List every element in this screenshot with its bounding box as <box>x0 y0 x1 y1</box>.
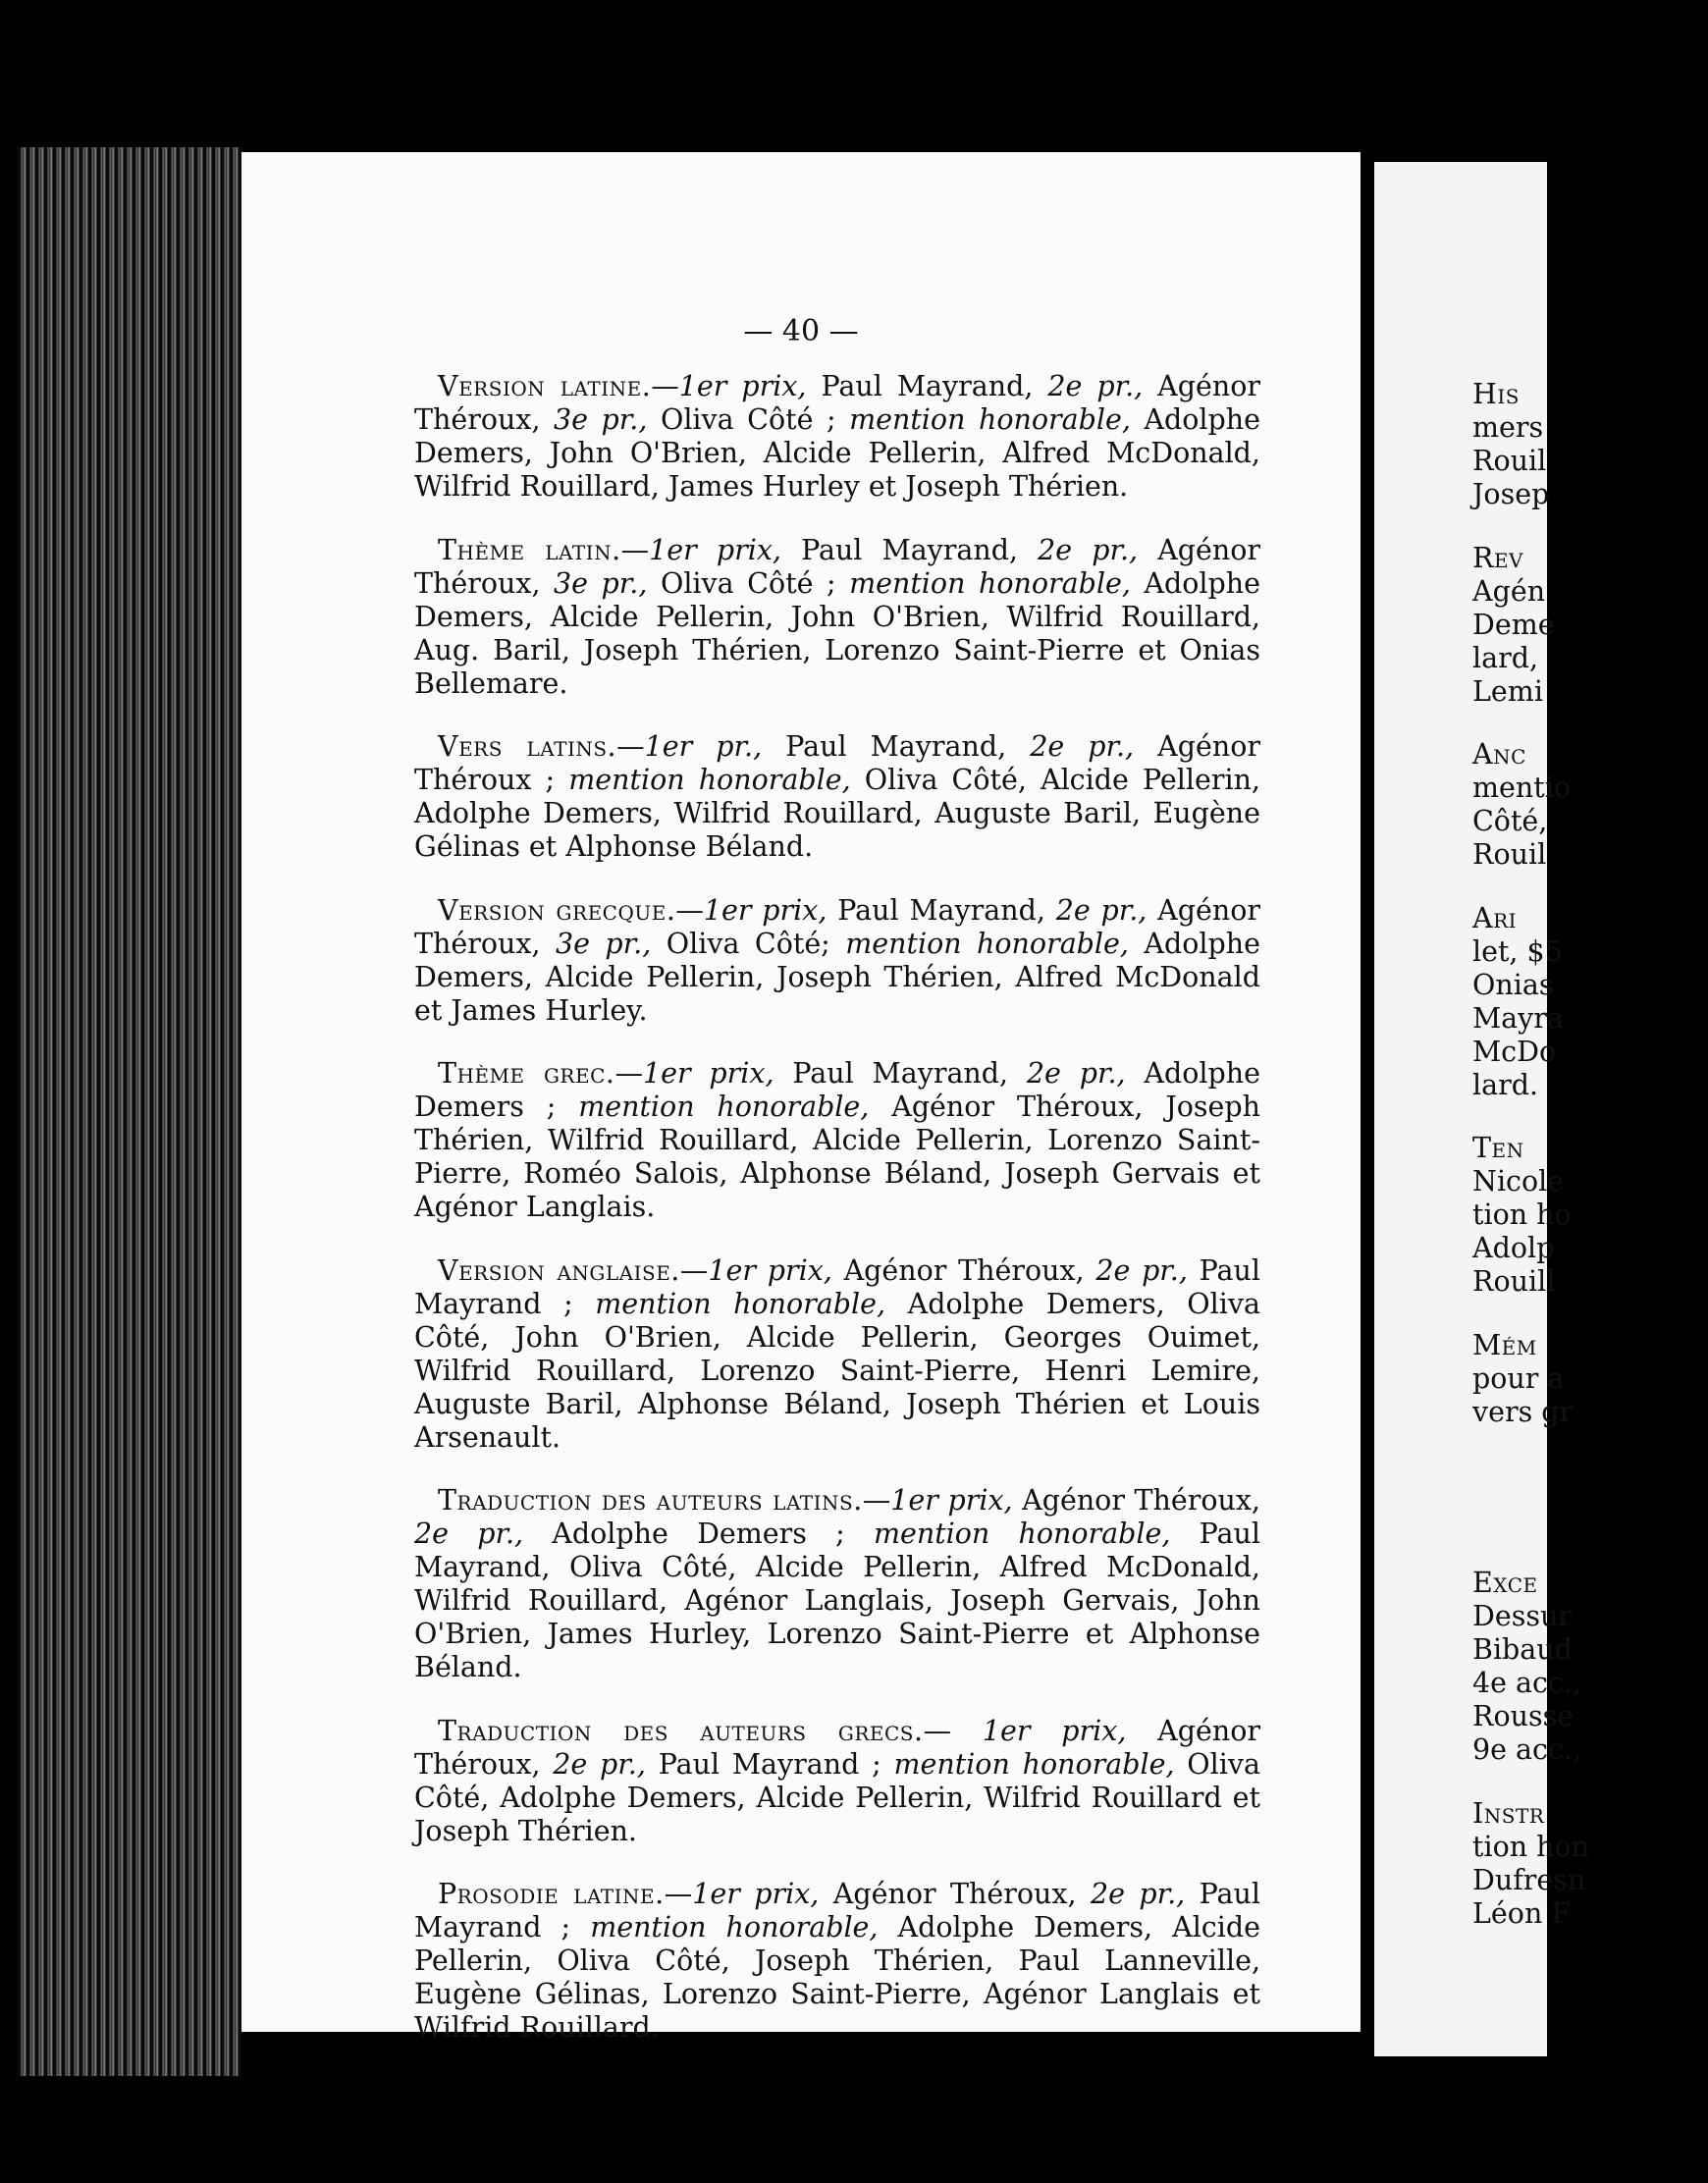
facing-page-line: Rouill <box>1472 1265 1556 1298</box>
winner-names: Agénor Théroux, <box>831 1253 1096 1287</box>
award-label: mention honorable, <box>590 1911 879 1943</box>
facing-page-line: His <box>1472 378 1520 410</box>
facing-page-line: Instr <box>1472 1796 1545 1830</box>
award-label: 2e pr., <box>553 1747 646 1781</box>
book-page <box>241 152 1361 2044</box>
winner-names: Agénor Théroux, <box>1012 1484 1260 1517</box>
heading-dash: — <box>679 1253 709 1287</box>
prize-entry <box>414 534 1260 701</box>
facing-page-line: 9e acc., <box>1472 1733 1582 1766</box>
facing-page-line: Mayra <box>1472 1001 1564 1035</box>
award-label: 1er prix, <box>642 1057 774 1090</box>
facing-page-line: pour a <box>1472 1361 1565 1395</box>
award-label: 2e pr., <box>1038 533 1139 566</box>
winner-names: Agénor Théroux, <box>819 1878 1091 1910</box>
facing-page-paragraph <box>1472 902 1708 1102</box>
winner-names: Agénor Théroux, <box>414 1714 1261 1781</box>
winner-names: Paul Mayrand, <box>762 730 1031 763</box>
subject-heading: Prosodie latine. <box>438 1878 665 1910</box>
facing-page-line: Ari <box>1472 901 1518 934</box>
prize-entry <box>414 1878 1260 2045</box>
heading-dash: — <box>614 1057 643 1090</box>
facing-page-line: Lemi <box>1472 674 1543 708</box>
award-label: 1er prix, <box>678 370 807 402</box>
winner-names: Oliva Côté, Alcide Pellerin, Adolphe Demers, Wilfrid Rouillard, Auguste Baril, Eugène Gélinas et Alphonse Béland. <box>414 764 1260 863</box>
winner-names: Paul Mayrand, Oliva Côté, Alcide Pellerin, Alfred McDonald, Wilfrid Rouillard, Agénor Langlais, Joseph Gervais, John O'Brien, James Hurley, Lorenzo Saint-Pierre et Alphonse Béland. <box>414 1517 1260 1683</box>
facing-page-line: Anc <box>1472 738 1526 771</box>
heading-dash: — <box>664 1878 693 1910</box>
winner-names: Agénor Théroux ; <box>414 730 1260 796</box>
award-label: 3e pr., <box>554 403 648 436</box>
facing-page-line: Agén <box>1472 574 1546 608</box>
heading-dash: — <box>923 1714 983 1747</box>
facing-page-paragraph <box>1472 1797 1708 1931</box>
subject-heading: Version latine. <box>438 370 652 402</box>
facing-page-line: Dessur <box>1472 1600 1572 1632</box>
facing-page-line: Rouil <box>1472 838 1547 871</box>
award-label: 3e pr., <box>555 927 652 960</box>
facing-page-line: Mém <box>1472 1328 1537 1361</box>
page-number: — 40 — <box>743 314 859 348</box>
award-label: 2e pr., <box>1047 370 1144 402</box>
winner-names: Adolphe Demers, John O'Brien, Alcide Pellerin, Alfred McDonald, Wilfrid Rouillard, James Hurley et Joseph Thérien. <box>414 403 1260 503</box>
award-label: mention honorable, <box>893 1747 1175 1781</box>
prize-entry <box>414 1254 1260 1455</box>
winner-names: Paul Mayrand, <box>780 533 1039 566</box>
winner-names: Paul Mayrand, <box>827 893 1056 927</box>
award-label: 2e pr., <box>1055 893 1148 927</box>
award-label: mention honorable, <box>595 1287 886 1320</box>
prize-entry <box>414 1484 1260 1684</box>
prize-list <box>414 370 1260 2075</box>
heading-dash: — <box>620 533 650 566</box>
prize-entry <box>414 1715 1260 1848</box>
subject-heading: Version grecque. <box>438 893 676 927</box>
award-label: mention honorable, <box>568 764 851 796</box>
heading-dash: — <box>616 730 645 763</box>
award-label: 1er prix, <box>708 1253 832 1287</box>
award-label: 1er prix, <box>692 1878 820 1910</box>
prize-entry <box>414 1057 1260 1224</box>
facing-page-line: Exce <box>1472 1567 1538 1599</box>
winner-names: Adolphe Demers ; <box>523 1517 874 1550</box>
facing-page-line: 4e acc., <box>1472 1667 1582 1699</box>
award-label: 1er prix, <box>982 1714 1127 1747</box>
heading-dash: — <box>675 893 704 927</box>
facing-page-line: Côté, <box>1472 805 1548 837</box>
facing-page-line: Rev <box>1472 541 1524 574</box>
facing-page-paragraph <box>1472 1329 1708 1429</box>
award-label: 1er prix, <box>890 1484 1013 1517</box>
facing-page-paragraph <box>1472 738 1708 872</box>
winner-names: Adolphe Demers, Alcide Pellerin, Oliva Côté, Joseph Thérien, Paul Lanneville, Eugène Gélinas, Lorenzo Saint-Pierre, Agénor Langlais et Wilfrid Rouillard. <box>414 1911 1260 2044</box>
subject-heading: Thème latin. <box>438 533 621 566</box>
facing-page-line: Rousse <box>1472 1700 1575 1732</box>
award-label: mention honorable, <box>849 403 1131 436</box>
facing-page-line: Adolp <box>1472 1232 1555 1264</box>
award-label: 1er pr., <box>644 730 763 763</box>
winner-names: Paul Mayrand, <box>774 1057 1027 1090</box>
facing-page-line: Dufresn <box>1472 1863 1586 1896</box>
facing-page-line: mers <box>1472 411 1544 444</box>
award-label: 2e pr., <box>1026 1057 1126 1090</box>
winner-names: Paul Mayrand ; <box>414 1253 1261 1320</box>
subject-heading: Thème grec. <box>438 1057 615 1090</box>
subject-heading: Traduction des auteurs grecs. <box>438 1714 924 1747</box>
award-label: 1er prix, <box>703 893 827 927</box>
book-page-edges <box>18 147 241 2076</box>
facing-page-paragraph <box>1472 542 1708 709</box>
winner-names: Adolphe Demers ; <box>414 1057 1261 1123</box>
winner-names: Adolphe Demers, Alcide Pellerin, John O'Brien, Wilfrid Rouillard, Aug. Baril, Joseph Thérien, Lorenzo Saint-Pierre et Onias Bellemare. <box>414 566 1260 700</box>
facing-page-line: McDo <box>1472 1035 1557 1068</box>
award-label: mention honorable, <box>845 927 1129 960</box>
award-label: mention honorable, <box>578 1091 870 1123</box>
facing-page-paragraph <box>1472 1132 1708 1299</box>
winner-names: Agénor Théroux, <box>414 370 1261 436</box>
facing-page-line: Josep <box>1472 478 1550 510</box>
heading-dash: — <box>862 1484 891 1517</box>
winner-names: Paul Mayrand, <box>806 370 1048 402</box>
award-label: 2e pr., <box>414 1517 524 1550</box>
facing-page-line: vers gr <box>1472 1395 1574 1428</box>
facing-page-gap <box>1472 1459 1708 1567</box>
winner-names: Oliva Côté ; <box>647 403 850 436</box>
winner-names: Paul Mayrand ; <box>414 1878 1261 1943</box>
winner-names: Agénor Théroux, <box>414 533 1261 600</box>
facing-page-text <box>1472 378 1708 1960</box>
subject-heading: Vers latins. <box>438 730 617 763</box>
winner-names: Agénor Théroux, <box>414 893 1260 960</box>
award-label: mention honorable, <box>873 1517 1171 1550</box>
facing-page-line: lard, <box>1472 641 1539 674</box>
facing-page-line: let, $5 <box>1472 934 1563 968</box>
award-label: 1er prix, <box>649 533 781 566</box>
prize-entry <box>414 730 1260 864</box>
award-label: mention honorable, <box>849 566 1131 600</box>
subject-heading: Version anglaise. <box>438 1253 680 1287</box>
facing-page-fragment <box>1374 162 1590 2056</box>
facing-page-line: mentio <box>1472 772 1571 804</box>
subject-heading: Traduction des auteurs latins. <box>438 1484 863 1517</box>
facing-page-line: Ten <box>1472 1132 1524 1164</box>
facing-page-line: Bibaud <box>1472 1633 1573 1666</box>
winner-names: Adolphe Demers, Oliva Côté, John O'Brien, Alcide Pellerin, Georges Ouimet, Wilfrid Rouillard, Lorenzo Saint-Pierre, Henri Lemire, Auguste Baril, Alphonse Béland, Joseph Thérien et Louis Arsenault. <box>414 1287 1260 1454</box>
winner-names: Agénor Théroux, Joseph Thérien, Wilfrid Rouillard, Alcide Pellerin, Lorenzo Saint-Pierre, Roméo Salois, Alphonse Béland, Joseph Gervais et Agénor Langlais. <box>414 1091 1260 1223</box>
winner-names: Oliva Côté; <box>651 927 846 960</box>
facing-page-line: Deme <box>1472 608 1555 641</box>
award-label: 3e pr., <box>554 566 648 600</box>
winner-names: Oliva Côté, Adolphe Demers, Alcide Pellerin, Wilfrid Rouillard et Joseph Thérien. <box>414 1747 1260 1847</box>
winner-names: Paul Mayrand ; <box>645 1747 894 1781</box>
winner-names: Oliva Côté ; <box>647 566 850 600</box>
heading-dash: — <box>651 370 679 402</box>
facing-page-paragraph <box>1472 378 1708 511</box>
facing-page-line: lard. <box>1472 1068 1539 1101</box>
facing-page-line: tion hon <box>1472 1830 1590 1863</box>
prize-entry <box>414 894 1260 1028</box>
award-label: 2e pr., <box>1090 1878 1186 1910</box>
facing-page-paragraph <box>1472 1567 1708 1767</box>
award-label: 2e pr., <box>1030 730 1135 763</box>
facing-page-line: tion ho <box>1472 1198 1572 1231</box>
facing-page-line: Onias <box>1472 968 1554 1001</box>
award-label: 2e pr., <box>1095 1253 1188 1287</box>
prize-entry <box>414 370 1260 504</box>
facing-page-line: Rouil <box>1472 445 1547 477</box>
facing-page-line: Nicole <box>1472 1165 1565 1198</box>
winner-names: Adolphe Demers, Alcide Pellerin, Joseph Thérien, Alfred McDonald et James Hurley. <box>414 927 1260 1027</box>
facing-page-line: Léon F <box>1472 1896 1572 1930</box>
